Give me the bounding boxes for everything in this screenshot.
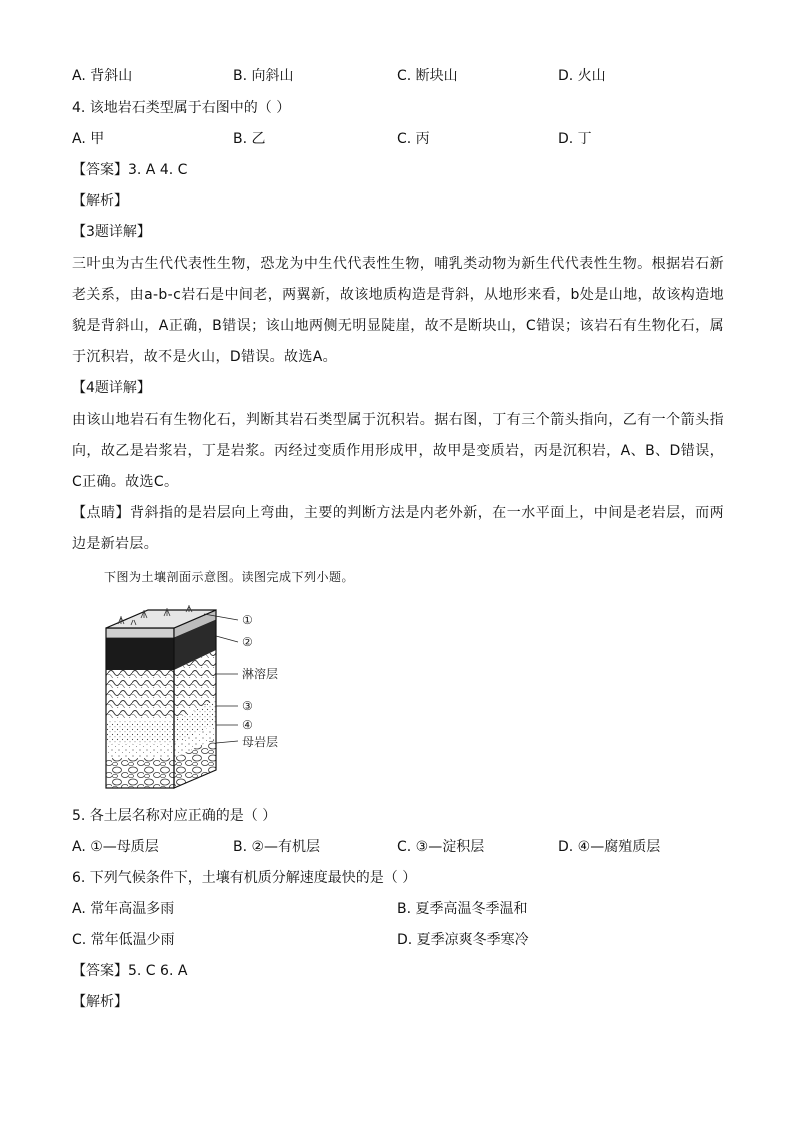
q3-option-b: B. 向斜山: [233, 68, 294, 84]
q5-stem: 5. 各土层名称对应正确的是（ ）: [72, 808, 277, 824]
q6-option-c: C. 常年低温少雨: [72, 932, 175, 948]
detail3-heading: 【3题详解】: [72, 224, 151, 240]
label-layer-2: ②: [242, 635, 253, 649]
answer-line-1: 【答案】3. A 4. C: [72, 162, 188, 178]
tip-paragraph: 【点睛】背斜指的是岩层向上弯曲，主要的判断方法是内老外新，在一水平面上，中间是老岩层，而两边是新岩层。: [72, 505, 724, 552]
q5-option-c: C. ③—淀积层: [397, 839, 485, 855]
q5-option-a: A. ①—母质层: [72, 839, 159, 855]
label-layer-1: ①: [242, 613, 253, 627]
q6-option-d: D. 夏季凉爽冬季寒冷: [397, 932, 529, 948]
analysis-heading-2: 【解析】: [72, 994, 128, 1010]
label-leaching-layer: 淋溶层: [242, 667, 279, 681]
answer-line-2: 【答案】5. C 6. A: [72, 963, 188, 979]
q6-stem: 6. 下列气候条件下，土壤有机质分解速度最快的是（ ）: [72, 870, 417, 886]
figure-caption: 下图为土壤剖面示意图。读图完成下列小题。: [104, 570, 355, 584]
analysis-heading-1: 【解析】: [72, 193, 128, 209]
q3-option-d: D. 火山: [558, 68, 606, 84]
detail3-paragraph: 三叶虫为古生代代表性生物，恐龙为中生代代表性生物，哺乳类动物为新生代代表性生物。根据岩石新老关系，由a-b-c岩石是中间老，两翼新，故该地质构造是背斜，从地形来看，b处是山地，故该构造地貌是背斜山，A正确，B错误；该山地两侧无明显陡崖，故不是断块山，C错误；该岩石有生物化石，属于沉积岩，故不是火山，D错误。故选A。: [72, 256, 724, 365]
soil-profile-diagram: [96, 598, 356, 794]
q4-stem: 4. 该地岩石类型属于右图中的（ ）: [72, 100, 291, 116]
q4-option-b: B. 乙: [233, 131, 266, 147]
q4-option-a: A. 甲: [72, 131, 105, 147]
q3-option-c: C. 断块山: [397, 68, 458, 84]
q6-option-b: B. 夏季高温冬季温和: [397, 901, 528, 917]
q5-option-b: B. ②—有机层: [233, 839, 321, 855]
detail4-heading: 【4题详解】: [72, 380, 151, 396]
q6-option-a: A. 常年高温多雨: [72, 901, 175, 917]
q5-option-d: D. ④—腐殖质层: [558, 839, 661, 855]
label-layer-4: ④: [242, 718, 253, 732]
detail4-paragraph: 由该山地岩石有生物化石，判断其岩石类型属于沉积岩。据右图，丁有三个箭头指向，乙有一个箭头指向，故乙是岩浆岩，丁是岩浆。丙经过变质作用形成甲，故甲是变质岩，丙是沉积岩，A、B、D错误，C正确。故选C。: [72, 412, 724, 490]
label-layer-3: ③: [242, 699, 253, 713]
q3-option-a: A. 背斜山: [72, 68, 133, 84]
label-bedrock-layer: 母岩层: [242, 735, 279, 749]
q4-option-d: D. 丁: [558, 131, 592, 147]
q4-option-c: C. 丙: [397, 131, 430, 147]
